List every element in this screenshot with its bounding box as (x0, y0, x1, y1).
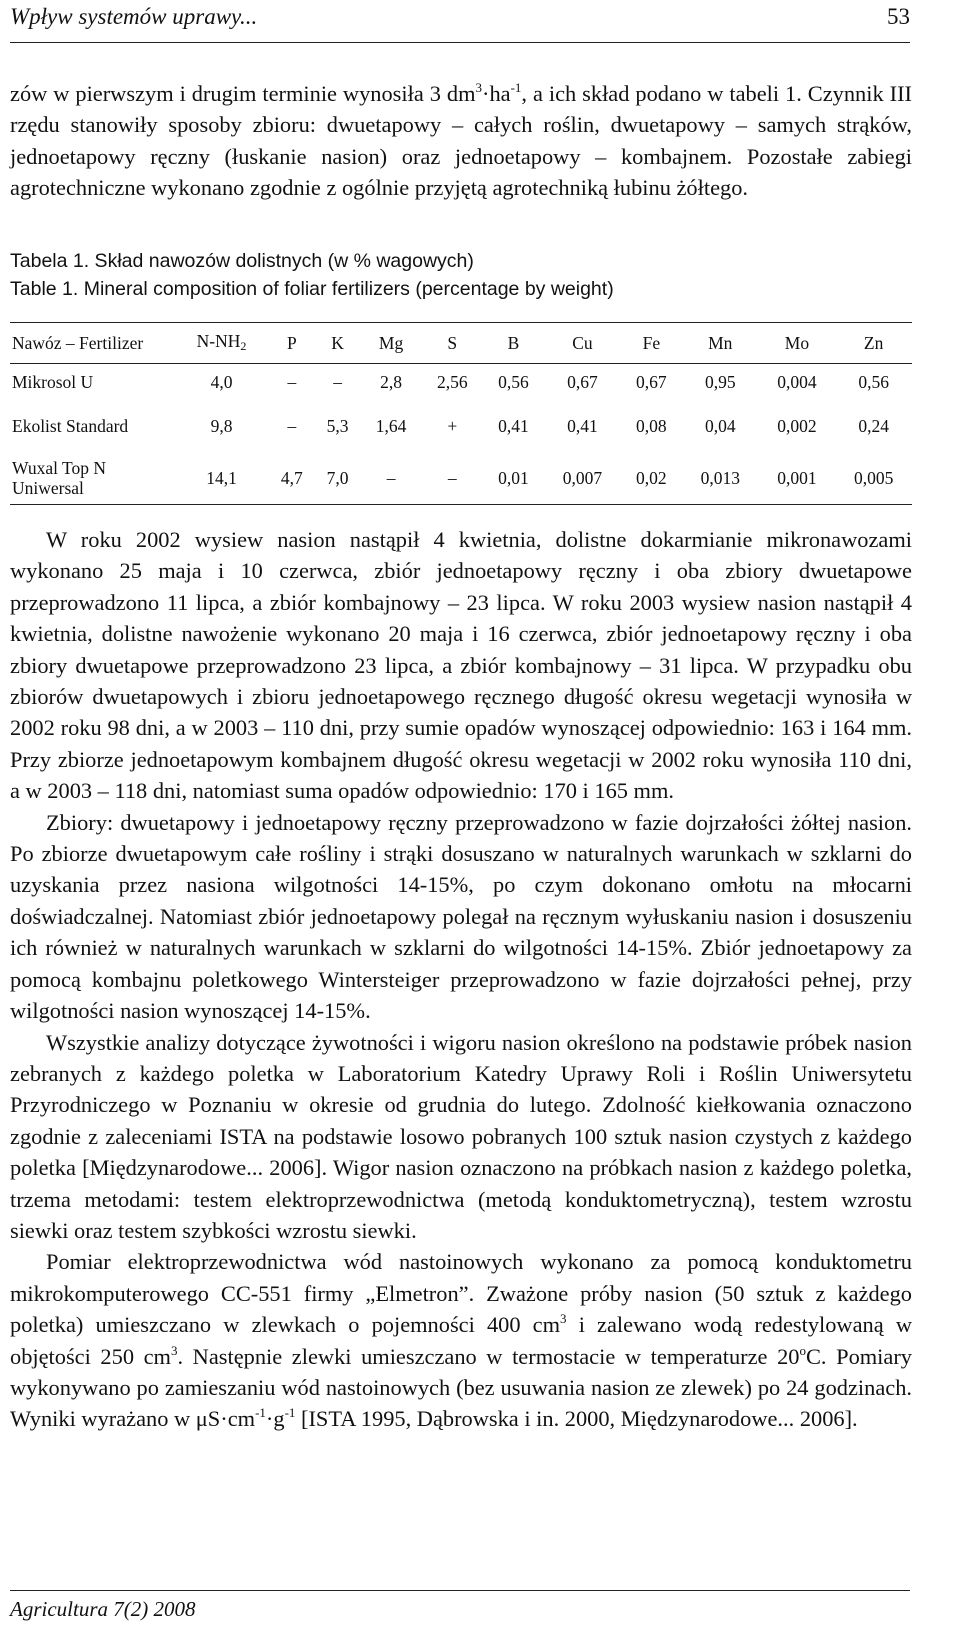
intro-text-3: , a ich skład podano w tabeli 1. Czynnik III rzędu stanowiły sposoby zbioru: dwuetapowy – całych roślin, dwuetapowy – samych strąków, jednoetapowy ręczny (łuskanie nasion) oraz jednoetapowy – kombajnem. Pozostałe zabiegi agrotechniczne wykonano zgodnie z ogólnie przyjętą agrotechniką łubinu żółtego. (10, 81, 912, 201)
table-cell: 0,41 (567, 416, 598, 436)
row-name: Mikrosol U (12, 372, 94, 392)
table-cell: 14,1 (174, 452, 269, 505)
table-cell: 0,56 (498, 372, 529, 392)
table-cell: 2,8 (380, 372, 402, 392)
table-cell: – (422, 452, 483, 505)
p4-text-e: ·g (265, 1406, 285, 1432)
table-cell: 4,0 (210, 372, 233, 392)
table-cell: 0,95 (704, 372, 736, 392)
body-text (10, 524, 912, 1435)
p4-superscript-4: -1 (255, 1405, 266, 1421)
running-head (10, 2, 910, 43)
intro-text-1: zów w pierwszym i drugim terminie wynosiła 3 dm (10, 81, 476, 106)
body-paragraph-4 (10, 1246, 912, 1434)
table-caption-pl: Tabela 1. Skład nawozów dolistnych (w % wagowych) (10, 250, 474, 272)
intro-superscript-1: 3 (475, 80, 482, 95)
table-cell: 7,0 (315, 452, 361, 505)
table-cell: – (360, 452, 421, 505)
header-zn: Zn (835, 323, 912, 364)
header-fe: Fe (621, 323, 682, 364)
table-cell: 0,004 (777, 372, 817, 392)
header-fertilizer: Nawóz – Fertilizer (10, 323, 174, 364)
table-cell: 0,001 (759, 452, 836, 505)
header-n-nh2-base: N-NH (196, 330, 241, 351)
intro-superscript-2: -1 (510, 80, 522, 95)
row-name: Wuxal Top N Uniwersal (10, 452, 174, 505)
table-cell: 0,01 (483, 452, 544, 505)
header-mg: Mg (360, 323, 421, 364)
header-mn: Mn (682, 323, 759, 364)
table-cell: 0,007 (544, 452, 621, 505)
table-cell: 5,3 (326, 416, 349, 436)
table-cell: + (447, 416, 458, 436)
table-row (10, 400, 912, 452)
table-cell: – (287, 372, 297, 392)
running-footer (10, 1590, 910, 1631)
header-k: K (315, 323, 361, 364)
table-cell: 2,56 (436, 372, 468, 392)
p4-text-a: Pomiar elektroprzewodnictwa wód nastoinowych wykonano za pomocą konduktometru mikrokomputerowego CC-551 firmy „Elmetron”. Zważone próby nasion (50 sztuk z każdego poletka) umieszczano w zlewkach o pojemności 400 cm (10, 1249, 912, 1338)
journal-citation: Agricultura 7(2) 2008 (10, 1597, 196, 1621)
header-n-nh2-subscript: 2 (240, 338, 247, 353)
body-paragraph-3: Wszystkie analizy dotyczące żywotności i wigoru nasion określono na podstawie próbek nasion zebranych z każdego poletka w Laboratorium Katedry Uprawy Roli i Roślin Uniwersytetu Przyrodniczego w Poznaniu w okresie od grudnia do lutego. Zdolność kiełkowania oznaczono zgodnie z zaleceniami ISTA na podstawie losowo pobranych 100 sztuk nasion czystych z każdego poletka [Międzynarodowe... 2006]. Wigor nasion oznaczono na próbkach nasion z każdego poletka, trzema metodami: testem elektroprzewodnictwa (metodą konduktometryczną), testem wzrostu siewki oraz testem szybkości wzrostu siewki. (10, 1029, 912, 1243)
table-cell: 0,56 (858, 372, 889, 392)
p4-text-c: . Następnie zlewki umieszczano w termostacie w temperaturze 20 (177, 1343, 800, 1369)
table-cell: 0,24 (858, 416, 889, 436)
table-cell: 9,8 (210, 416, 233, 436)
p4-superscript-1: 3 (560, 1311, 567, 1327)
table-cell: – (333, 372, 342, 392)
header-n-nh2 (174, 323, 269, 364)
header-b: B (483, 323, 544, 364)
table-cell: 0,67 (636, 372, 667, 392)
body-paragraph-2: Zbiory: dwuetapowy i jednoetapowy ręczny przeprowadzono w fazie dojrzałości żółtej nasion. Po zbiorze dwuetapowym całe rośliny i strąki dosuszano w naturalnych warunkach w szklarni do uzyskania przez nasiona wilgotności 14-15%, po czym dokonano omłotu na młocarni doświadczalnej. Natomiast zbiór jednoetapowy polegał na ręcznym wyłuskaniu nasion i dosuszeniu ich również w naturalnych warunkach w szklarni do wilgotności 14-15%. Zbiór jednoetapowy za pomocą kombajnu poletkowego Wintersteiger przeprowadzono w fazie dojrzałości pełnej, przy wilgotności nasion wynoszącej 14-15%. (10, 809, 912, 1024)
table-cell: 0,67 (567, 372, 598, 392)
p4-superscript-3: o (799, 1342, 806, 1358)
table-header-row (10, 323, 912, 364)
table-cell: 0,04 (704, 416, 736, 436)
page-number: 53 (887, 4, 910, 29)
table-cell: – (287, 416, 297, 436)
intro-text-2: ·ha (481, 81, 511, 106)
p4-superscript-5: -1 (284, 1405, 296, 1421)
header-p: P (269, 323, 315, 364)
table-cell: 0,013 (682, 452, 759, 505)
body-paragraph-1: W roku 2002 wysiew nasion nastąpił 4 kwietnia, dolistne dokarmianie mikronawozami wykonano 25 maja i 10 czerwca, zbiór jednoetapowy ręczny i oba zbiory dwuetapowe przeprowadzono 11 lipca, a zbiór kombajnowy – 23 lipca. W roku 2003 wysiew nasion nastąpił 4 kwietnia, dolistne nawożenie wykonano 20 maja i 16 czerwca, zbiór jednoetapowy ręczny i oba zbiory dwuetapowe przeprowadzono 23 lipca, a zbiór kombajnowy – 31 lipca. W przypadku obu zbiorów dwuetapowych i zbioru jednoetapowego ręcznego długość okresu wegetacji wynosiła w 2002 roku 98 dni, a w 2003 – 110 dni, przy sumie opadów wynoszącej odpowiednio: 163 i 164 mm. Przy zbiorze jednoetapowym kombajnem długość okresu wegetacji w 2002 roku wynosiła 110 dni, a w 2003 – 118 dni, natomiast suma opadów odpowiednio: 170 i 165 mm. (10, 527, 912, 804)
p4-text-d: C. Pomiary wykonywano po zamieszaniu wód nastoinowych (bez usuwania nasion ze zlewek) po 24 godzinach. Wyniki wyrażano w μS·cm (10, 1343, 912, 1432)
table-cell: 0,08 (636, 416, 667, 436)
fertilizer-composition-table (10, 322, 912, 505)
header-mo: Mo (759, 323, 836, 364)
table-cell: 0,02 (621, 452, 682, 505)
row-name: Ekolist Standard (12, 416, 129, 436)
intro-paragraph (10, 78, 912, 204)
table-cell: 1,64 (375, 416, 407, 436)
table-row (10, 364, 912, 401)
table-row (10, 452, 912, 505)
table-cell: 0,41 (498, 416, 529, 436)
p4-superscript-2: 3 (170, 1342, 178, 1358)
header-s: S (422, 323, 483, 364)
table-cell: 0,002 (777, 416, 817, 436)
p4-text-f: [ISTA 1995, Dąbrowska i in. 2000, Międzynarodowe... 2006]. (295, 1406, 858, 1432)
table-caption-en: Table 1. Mineral composition of foliar fertilizers (percentage by weight) (10, 278, 614, 300)
p4-text-b: i zalewano wodą redestylowaną w objętości 250 cm (10, 1312, 912, 1369)
header-cu: Cu (544, 323, 621, 364)
running-head-title: Wpływ systemów uprawy... (10, 4, 258, 29)
table-cell: 0,005 (835, 452, 912, 505)
table-cell: 4,7 (269, 452, 315, 505)
